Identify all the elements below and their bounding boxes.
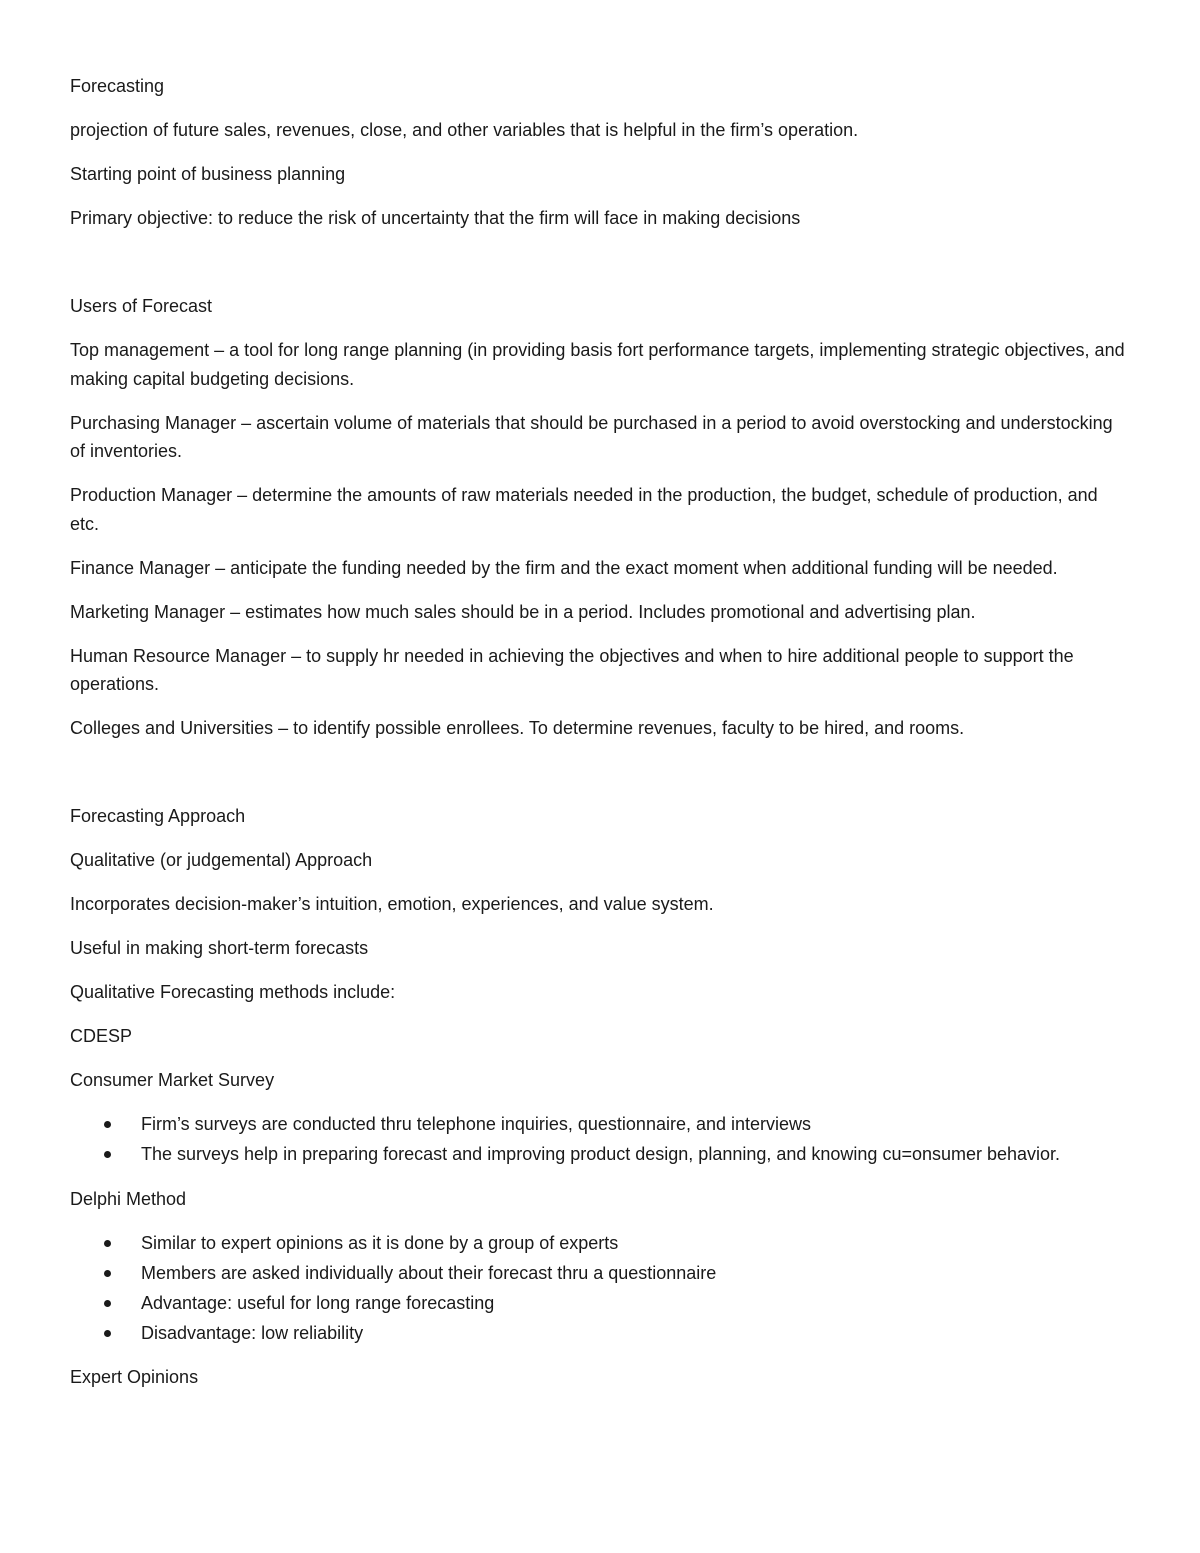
list-item-text: Members are asked individually about their forecast thru a questionnaire	[141, 1262, 717, 1283]
user-marketing-manager: Marketing Manager – estimates how much sales should be in a period. Includes promotional and advertising plan.	[70, 601, 976, 622]
qualitative-methods-acronym: CDESP	[70, 1026, 133, 1046]
list-item-text: Disadvantage: low reliability	[141, 1322, 364, 1343]
list-item	[70, 1289, 1130, 1318]
forecasting-primary-objective: Primary objective: to reduce the risk of uncertainty that the firm will face in making decisions	[70, 208, 801, 228]
list-item-text: Advantage: useful for long range forecasting	[141, 1292, 495, 1313]
bullet-icon	[104, 1300, 111, 1307]
bullet-icon	[104, 1330, 111, 1337]
user-human-resource-manager: Human Resource Manager – to supply hr needed in achieving the objectives and when to hire additional people to support the operations.	[70, 645, 1074, 694]
consumer-market-survey-title: Consumer Market Survey	[70, 1070, 275, 1090]
list-item	[70, 1229, 1130, 1258]
consumer-market-survey-list	[70, 1110, 1130, 1169]
qualitative-approach-usefulness: Useful in making short-term forecasts	[70, 938, 369, 958]
list-item-text: Similar to expert opinions as it is done by a group of experts	[141, 1232, 619, 1253]
list-item-text: Firm’s surveys are conducted thru telephone inquiries, questionnaire, and interviews	[141, 1114, 812, 1134]
bullet-icon	[104, 1240, 111, 1247]
list-item	[70, 1110, 1130, 1139]
user-purchasing-manager: Purchasing Manager – ascertain volume of materials that should be purchased in a period to avoid overstocking and understocking of inventories.	[70, 412, 1113, 461]
forecasting-definition: projection of future sales, revenues, close, and other variables that is helpful in the firm’s operation.	[70, 120, 859, 140]
forecasting-starting-point: Starting point of business planning	[70, 164, 346, 184]
section-heading-forecasting-approach: Forecasting Approach	[70, 806, 246, 826]
user-top-management: Top management – a tool for long range planning (in providing basis fort performance targets, implementing strategic objectives, and making capital budgeting decisions.	[70, 340, 1125, 389]
section-gap	[70, 248, 1130, 292]
section-heading-forecasting: Forecasting	[70, 76, 165, 96]
user-colleges-and-universities: Colleges and Universities – to identify possible enrollees. To determine revenues, faculty to be hired, and rooms.	[70, 718, 965, 738]
qualitative-approach-description: Incorporates decision-maker’s intuition, emotion, experiences, and value system.	[70, 894, 714, 914]
list-item	[70, 1319, 1130, 1348]
qualitative-methods-intro: Qualitative Forecasting methods include:	[70, 982, 396, 1002]
delphi-method-title: Delphi Method	[70, 1188, 187, 1209]
list-item	[70, 1140, 1130, 1169]
list-item	[70, 1259, 1130, 1288]
bullet-icon	[104, 1151, 111, 1158]
user-production-manager: Production Manager – determine the amounts of raw materials needed in the production, the budget, schedule of production, and etc.	[70, 485, 1098, 534]
expert-opinions-title: Expert Opinions	[70, 1367, 199, 1387]
section-heading-users-of-forecast: Users of Forecast	[70, 296, 213, 316]
delphi-method-list	[70, 1229, 1130, 1348]
qualitative-approach-title: Qualitative (or judgemental) Approach	[70, 850, 373, 870]
document-page	[70, 72, 1130, 1407]
bullet-icon	[104, 1270, 111, 1277]
section-gap	[70, 758, 1130, 802]
bullet-icon	[104, 1121, 111, 1128]
user-finance-manager: Finance Manager – anticipate the funding needed by the firm and the exact moment when additional funding will be needed.	[70, 557, 1058, 578]
list-item-text: The surveys help in preparing forecast and improving product design, planning, and knowing cu=onsumer behavior.	[141, 1144, 1061, 1164]
